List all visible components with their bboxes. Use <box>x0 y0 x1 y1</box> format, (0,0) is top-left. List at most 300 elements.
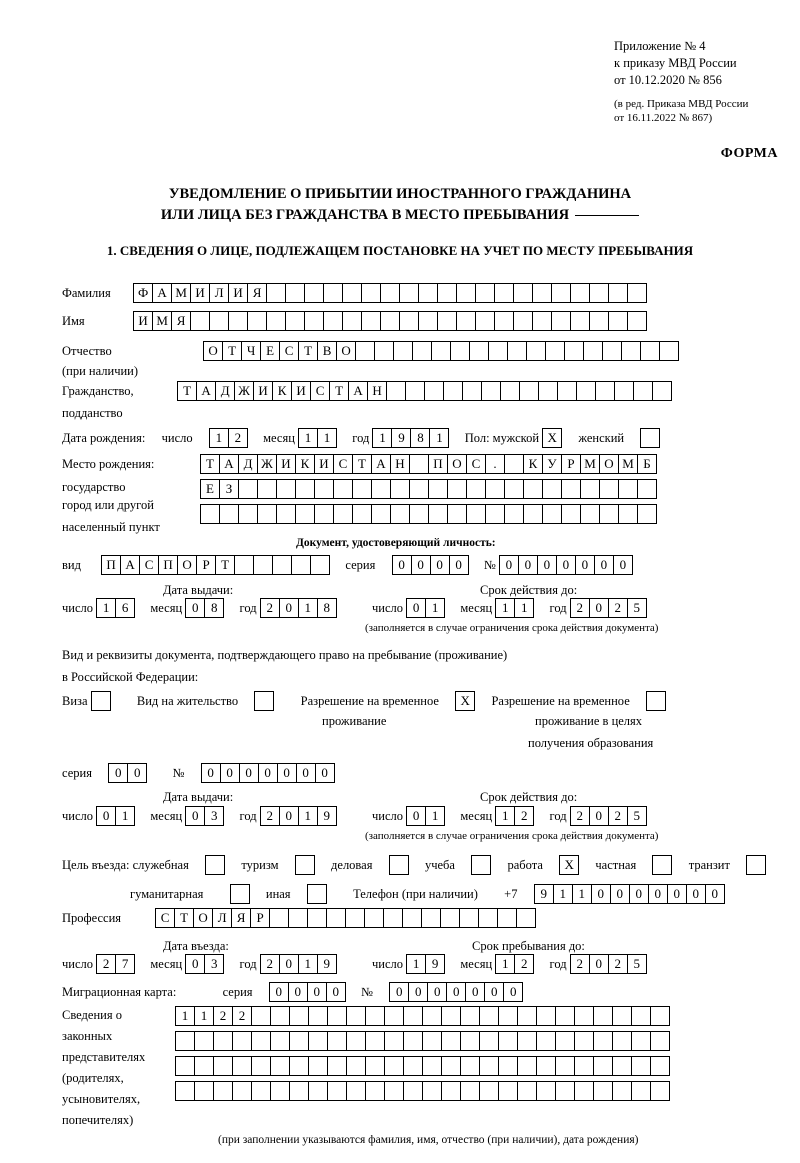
legal-2-cell[interactable] <box>498 1031 518 1051</box>
surname-cell[interactable] <box>494 283 514 303</box>
birthplace-3-cell[interactable] <box>618 504 638 524</box>
birthplace-3-cell[interactable] <box>580 504 600 524</box>
legal-1-cell[interactable] <box>422 1006 442 1026</box>
permit-number-input[interactable] <box>201 763 334 783</box>
citizenship-cell[interactable]: Д <box>215 381 235 401</box>
issue-year-cell[interactable]: 1 <box>298 598 318 618</box>
legal-3-cell[interactable] <box>631 1056 651 1076</box>
name-cell[interactable]: Я <box>171 311 191 331</box>
birthplace-2-cell[interactable] <box>599 479 619 499</box>
birthplace-2-cell[interactable] <box>561 479 581 499</box>
permit-valid-year-cell[interactable]: 5 <box>627 806 647 826</box>
legal-1-cell[interactable]: 1 <box>175 1006 195 1026</box>
citizenship-cell[interactable] <box>481 381 501 401</box>
birthplace-row-3[interactable] <box>200 504 656 524</box>
birthplace-2-cell[interactable] <box>371 479 391 499</box>
permit-valid-day-cell[interactable]: 1 <box>425 806 445 826</box>
entry-month-cell[interactable]: 0 <box>185 954 205 974</box>
birthplace-2-cell[interactable] <box>485 479 505 499</box>
legal-4-cell[interactable] <box>631 1081 651 1101</box>
citizenship-cell[interactable]: А <box>348 381 368 401</box>
citizenship-cell[interactable]: К <box>272 381 292 401</box>
name-cell[interactable] <box>456 311 476 331</box>
patronymic-cell[interactable] <box>355 341 375 361</box>
migration-series-input[interactable] <box>269 982 345 1002</box>
phone-cell[interactable]: 0 <box>705 884 725 904</box>
profession-cell[interactable] <box>307 908 327 928</box>
birthplace-3-cell[interactable] <box>504 504 524 524</box>
surname-cell[interactable] <box>532 283 552 303</box>
permit-valid-year-cell[interactable]: 0 <box>589 806 609 826</box>
stay-month-input[interactable] <box>495 954 533 974</box>
entry-day-cell[interactable]: 7 <box>115 954 135 974</box>
legal-row-4[interactable] <box>175 1081 669 1101</box>
birthplace-1-cell[interactable]: С <box>333 454 353 474</box>
citizenship-cell[interactable] <box>386 381 406 401</box>
legal-3-cell[interactable] <box>612 1056 632 1076</box>
stay-month-cell[interactable]: 1 <box>495 954 515 974</box>
legal-row-3[interactable] <box>175 1056 669 1076</box>
legal-1-cell[interactable] <box>251 1006 271 1026</box>
birthplace-3-cell[interactable] <box>523 504 543 524</box>
surname-cell[interactable] <box>551 283 571 303</box>
legal-1-cell[interactable] <box>270 1006 290 1026</box>
legal-3-cell[interactable] <box>365 1056 385 1076</box>
legal-2-cell[interactable] <box>213 1031 233 1051</box>
birthplace-2-cell[interactable] <box>409 479 429 499</box>
birth-year-cell[interactable]: 1 <box>372 428 392 448</box>
legal-2-cell[interactable] <box>327 1031 347 1051</box>
patronymic-input[interactable] <box>203 341 678 361</box>
birth-month-cell[interactable]: 1 <box>298 428 318 448</box>
purpose-work-checkbox[interactable]: Х <box>559 855 579 875</box>
birthplace-1-cell[interactable]: И <box>314 454 334 474</box>
doc-kind-cell[interactable]: С <box>139 555 159 575</box>
legal-1-cell[interactable]: 2 <box>232 1006 252 1026</box>
legal-2-cell[interactable] <box>555 1031 575 1051</box>
migration-number-cell[interactable]: 0 <box>427 982 447 1002</box>
doc-kind-cell[interactable] <box>291 555 311 575</box>
name-cell[interactable] <box>513 311 533 331</box>
legal-input-2[interactable] <box>175 1031 669 1051</box>
birthplace-input-2[interactable] <box>200 479 656 499</box>
birthplace-1-cell[interactable]: Б <box>637 454 657 474</box>
legal-2-cell[interactable] <box>536 1031 556 1051</box>
name-input[interactable] <box>133 311 646 331</box>
birthplace-1-cell[interactable]: К <box>295 454 315 474</box>
birthplace-1-cell[interactable]: М <box>580 454 600 474</box>
patronymic-cell[interactable] <box>545 341 565 361</box>
birth-day-cell[interactable]: 2 <box>228 428 248 448</box>
patronymic-cell[interactable] <box>450 341 470 361</box>
birthplace-1-cell[interactable]: Т <box>352 454 372 474</box>
phone-cell[interactable]: 0 <box>667 884 687 904</box>
legal-4-cell[interactable] <box>574 1081 594 1101</box>
citizenship-cell[interactable] <box>633 381 653 401</box>
birthplace-1-cell[interactable]: У <box>542 454 562 474</box>
profession-cell[interactable] <box>288 908 308 928</box>
profession-cell[interactable] <box>326 908 346 928</box>
legal-1-cell[interactable] <box>536 1006 556 1026</box>
legal-3-cell[interactable] <box>270 1056 290 1076</box>
legal-2-cell[interactable] <box>270 1031 290 1051</box>
birth-year-input[interactable] <box>372 428 448 448</box>
permit-series-input[interactable] <box>108 763 146 783</box>
birthplace-3-cell[interactable] <box>276 504 296 524</box>
permit-valid-month-cell[interactable]: 2 <box>514 806 534 826</box>
birthplace-input-1[interactable] <box>200 454 656 474</box>
legal-row-1[interactable] <box>175 1006 669 1026</box>
birthplace-1-cell[interactable]: А <box>219 454 239 474</box>
patronymic-cell[interactable] <box>507 341 527 361</box>
birth-day-cell[interactable]: 1 <box>209 428 229 448</box>
surname-cell[interactable]: М <box>171 283 191 303</box>
birthplace-row-2[interactable] <box>200 479 656 499</box>
profession-cell[interactable]: Р <box>250 908 270 928</box>
birthplace-2-cell[interactable] <box>580 479 600 499</box>
permit-number-cell[interactable]: 0 <box>315 763 335 783</box>
surname-cell[interactable] <box>627 283 647 303</box>
legal-4-cell[interactable] <box>251 1081 271 1101</box>
profession-cell[interactable]: Я <box>231 908 251 928</box>
legal-1-cell[interactable] <box>517 1006 537 1026</box>
phone-cell[interactable]: 9 <box>534 884 554 904</box>
citizenship-cell[interactable]: И <box>253 381 273 401</box>
patronymic-cell[interactable] <box>564 341 584 361</box>
doc-number-cell[interactable]: 0 <box>613 555 633 575</box>
name-cell[interactable] <box>323 311 343 331</box>
surname-cell[interactable]: Л <box>209 283 229 303</box>
legal-2-cell[interactable] <box>346 1031 366 1051</box>
legal-3-cell[interactable] <box>251 1056 271 1076</box>
issue-year-input[interactable] <box>260 598 336 618</box>
legal-1-cell[interactable] <box>403 1006 423 1026</box>
surname-cell[interactable] <box>285 283 305 303</box>
legal-4-cell[interactable] <box>365 1081 385 1101</box>
legal-4-cell[interactable] <box>403 1081 423 1101</box>
legal-2-cell[interactable] <box>232 1031 252 1051</box>
patronymic-cell[interactable]: Т <box>298 341 318 361</box>
patronymic-cell[interactable]: В <box>317 341 337 361</box>
legal-3-cell[interactable] <box>555 1056 575 1076</box>
permit-issue-year-cell[interactable]: 9 <box>317 806 337 826</box>
entry-year-cell[interactable]: 2 <box>260 954 280 974</box>
birthplace-2-cell[interactable] <box>466 479 486 499</box>
legal-3-cell[interactable] <box>194 1056 214 1076</box>
permit-number-cell[interactable]: 0 <box>201 763 221 783</box>
stay-month-cell[interactable]: 2 <box>514 954 534 974</box>
birthplace-1-cell[interactable]: Р <box>561 454 581 474</box>
birthplace-1-cell[interactable]: Ж <box>257 454 277 474</box>
birth-day-input[interactable] <box>209 428 247 448</box>
legal-1-cell[interactable] <box>327 1006 347 1026</box>
valid-year-input[interactable] <box>570 598 646 618</box>
birthplace-3-cell[interactable] <box>447 504 467 524</box>
doc-kind-cell[interactable] <box>272 555 292 575</box>
patronymic-cell[interactable] <box>583 341 603 361</box>
name-cell[interactable] <box>494 311 514 331</box>
birthplace-1-cell[interactable]: О <box>599 454 619 474</box>
birthplace-3-cell[interactable] <box>466 504 486 524</box>
name-cell[interactable] <box>361 311 381 331</box>
permit-valid-month-cell[interactable]: 1 <box>495 806 515 826</box>
legal-4-cell[interactable] <box>194 1081 214 1101</box>
purpose-private-checkbox[interactable] <box>652 855 672 875</box>
legal-1-cell[interactable] <box>631 1006 651 1026</box>
purpose-service-checkbox[interactable] <box>205 855 225 875</box>
name-cell[interactable] <box>437 311 457 331</box>
permit-number-cell[interactable]: 0 <box>220 763 240 783</box>
profession-cell[interactable]: Т <box>174 908 194 928</box>
legal-3-cell[interactable] <box>536 1056 556 1076</box>
valid-year-cell[interactable]: 5 <box>627 598 647 618</box>
doc-kind-cell[interactable]: П <box>158 555 178 575</box>
legal-2-cell[interactable] <box>460 1031 480 1051</box>
legal-3-cell[interactable] <box>308 1056 328 1076</box>
birthplace-3-cell[interactable] <box>409 504 429 524</box>
surname-cell[interactable] <box>304 283 324 303</box>
patronymic-cell[interactable]: О <box>336 341 356 361</box>
purpose-humanitarian-checkbox[interactable] <box>230 884 250 904</box>
legal-2-cell[interactable] <box>479 1031 499 1051</box>
birthplace-2-cell[interactable] <box>352 479 372 499</box>
birthplace-2-cell[interactable] <box>618 479 638 499</box>
doc-series-cell[interactable]: 0 <box>392 555 412 575</box>
doc-kind-cell[interactable] <box>253 555 273 575</box>
birthplace-1-cell[interactable]: А <box>371 454 391 474</box>
birthplace-3-cell[interactable] <box>637 504 657 524</box>
doc-kind-cell[interactable] <box>310 555 330 575</box>
legal-2-cell[interactable] <box>650 1031 670 1051</box>
name-cell[interactable] <box>190 311 210 331</box>
birthplace-3-cell[interactable] <box>333 504 353 524</box>
legal-1-cell[interactable] <box>441 1006 461 1026</box>
permit-valid-day-cell[interactable]: 0 <box>406 806 426 826</box>
surname-cell[interactable]: И <box>190 283 210 303</box>
permit-number-cell[interactable]: 0 <box>296 763 316 783</box>
issue-year-cell[interactable]: 2 <box>260 598 280 618</box>
phone-cell[interactable]: 0 <box>686 884 706 904</box>
permit-issue-month-cell[interactable]: 0 <box>185 806 205 826</box>
profession-cell[interactable]: Л <box>212 908 232 928</box>
phone-cell[interactable]: 0 <box>610 884 630 904</box>
citizenship-cell[interactable] <box>538 381 558 401</box>
birthplace-2-cell[interactable] <box>447 479 467 499</box>
permit-valid-month-input[interactable] <box>495 806 533 826</box>
surname-cell[interactable] <box>399 283 419 303</box>
birthplace-2-cell[interactable] <box>637 479 657 499</box>
permit-issue-month-cell[interactable]: 3 <box>204 806 224 826</box>
profession-cell[interactable] <box>421 908 441 928</box>
birthplace-3-cell[interactable] <box>295 504 315 524</box>
surname-cell[interactable] <box>361 283 381 303</box>
name-cell[interactable] <box>608 311 628 331</box>
doc-number-cell[interactable]: 0 <box>575 555 595 575</box>
legal-4-cell[interactable] <box>175 1081 195 1101</box>
surname-cell[interactable] <box>475 283 495 303</box>
legal-3-cell[interactable] <box>441 1056 461 1076</box>
profession-cell[interactable] <box>269 908 289 928</box>
legal-2-cell[interactable] <box>574 1031 594 1051</box>
birthplace-3-cell[interactable] <box>219 504 239 524</box>
issue-day-cell[interactable]: 1 <box>96 598 116 618</box>
valid-day-input[interactable] <box>406 598 444 618</box>
legal-4-cell[interactable] <box>536 1081 556 1101</box>
surname-cell[interactable] <box>589 283 609 303</box>
profession-input[interactable] <box>155 908 535 928</box>
migration-number-cell[interactable]: 0 <box>503 982 523 1002</box>
citizenship-cell[interactable]: С <box>310 381 330 401</box>
patronymic-cell[interactable] <box>621 341 641 361</box>
legal-input-1[interactable] <box>175 1006 669 1026</box>
birthplace-2-cell[interactable] <box>295 479 315 499</box>
name-cell[interactable] <box>247 311 267 331</box>
birthplace-1-cell[interactable]: Н <box>390 454 410 474</box>
sex-male-checkbox[interactable]: Х <box>542 428 562 448</box>
birthplace-2-cell[interactable] <box>542 479 562 499</box>
doc-kind-cell[interactable] <box>234 555 254 575</box>
legal-4-cell[interactable] <box>612 1081 632 1101</box>
birthplace-3-cell[interactable] <box>238 504 258 524</box>
issue-day-cell[interactable]: 6 <box>115 598 135 618</box>
doc-kind-cell[interactable]: П <box>101 555 121 575</box>
identity-doc-kind-input[interactable] <box>101 555 329 575</box>
doc-series-cell[interactable]: 0 <box>449 555 469 575</box>
legal-2-cell[interactable] <box>251 1031 271 1051</box>
patronymic-cell[interactable]: Ч <box>241 341 261 361</box>
legal-3-cell[interactable] <box>213 1056 233 1076</box>
surname-cell[interactable] <box>380 283 400 303</box>
citizenship-cell[interactable]: Ж <box>234 381 254 401</box>
birthplace-1-cell[interactable]: . <box>485 454 505 474</box>
entry-year-input[interactable] <box>260 954 336 974</box>
legal-4-cell[interactable] <box>289 1081 309 1101</box>
stay-day-cell[interactable]: 1 <box>406 954 426 974</box>
identity-doc-series-input[interactable] <box>392 555 468 575</box>
legal-1-cell[interactable] <box>498 1006 518 1026</box>
doc-number-cell[interactable]: 0 <box>537 555 557 575</box>
legal-4-cell[interactable] <box>232 1081 252 1101</box>
legal-input-3[interactable] <box>175 1056 669 1076</box>
valid-month-cell[interactable]: 1 <box>514 598 534 618</box>
surname-cell[interactable] <box>513 283 533 303</box>
legal-2-cell[interactable] <box>517 1031 537 1051</box>
phone-cell[interactable]: 0 <box>591 884 611 904</box>
phone-cell[interactable]: 0 <box>648 884 668 904</box>
stay-day-input[interactable] <box>406 954 444 974</box>
birthplace-1-cell[interactable]: И <box>276 454 296 474</box>
legal-3-cell[interactable] <box>403 1056 423 1076</box>
legal-1-cell[interactable]: 2 <box>213 1006 233 1026</box>
permit-issue-day-cell[interactable]: 0 <box>96 806 116 826</box>
birthplace-3-cell[interactable] <box>561 504 581 524</box>
legal-3-cell[interactable] <box>498 1056 518 1076</box>
legal-1-cell[interactable] <box>650 1006 670 1026</box>
valid-year-cell[interactable]: 2 <box>570 598 590 618</box>
profession-cell[interactable] <box>440 908 460 928</box>
doc-number-cell[interactable]: 0 <box>518 555 538 575</box>
migration-number-cell[interactable]: 0 <box>465 982 485 1002</box>
permit-series-cell[interactable]: 0 <box>127 763 147 783</box>
birth-year-cell[interactable]: 8 <box>410 428 430 448</box>
sex-female-checkbox[interactable] <box>640 428 660 448</box>
legal-4-cell[interactable] <box>270 1081 290 1101</box>
citizenship-cell[interactable] <box>405 381 425 401</box>
birthplace-3-cell[interactable] <box>200 504 220 524</box>
issue-month-cell[interactable]: 0 <box>185 598 205 618</box>
legal-2-cell[interactable] <box>308 1031 328 1051</box>
migration-number-input[interactable] <box>389 982 522 1002</box>
legal-2-cell[interactable] <box>403 1031 423 1051</box>
legal-4-cell[interactable] <box>327 1081 347 1101</box>
birthplace-1-cell[interactable] <box>504 454 524 474</box>
legal-2-cell[interactable] <box>194 1031 214 1051</box>
stay-day-cell[interactable]: 9 <box>425 954 445 974</box>
profession-cell[interactable] <box>497 908 517 928</box>
legal-3-cell[interactable] <box>232 1056 252 1076</box>
surname-cell[interactable] <box>608 283 628 303</box>
patronymic-cell[interactable] <box>526 341 546 361</box>
doc-number-cell[interactable]: 0 <box>499 555 519 575</box>
patronymic-cell[interactable] <box>659 341 679 361</box>
legal-1-cell[interactable] <box>289 1006 309 1026</box>
name-cell[interactable] <box>342 311 362 331</box>
surname-cell[interactable] <box>437 283 457 303</box>
phone-cell[interactable]: 1 <box>572 884 592 904</box>
patronymic-cell[interactable] <box>640 341 660 361</box>
patronymic-cell[interactable]: Е <box>260 341 280 361</box>
surname-cell[interactable]: Ф <box>133 283 153 303</box>
birthplace-row-1[interactable] <box>200 454 656 474</box>
name-cell[interactable] <box>399 311 419 331</box>
legal-4-cell[interactable] <box>213 1081 233 1101</box>
birthplace-1-cell[interactable]: С <box>466 454 486 474</box>
entry-day-input[interactable] <box>96 954 134 974</box>
stay-year-cell[interactable]: 2 <box>608 954 628 974</box>
legal-2-cell[interactable] <box>441 1031 461 1051</box>
legal-4-cell[interactable] <box>498 1081 518 1101</box>
legal-4-cell[interactable] <box>460 1081 480 1101</box>
legal-3-cell[interactable] <box>346 1056 366 1076</box>
surname-cell[interactable]: И <box>228 283 248 303</box>
citizenship-cell[interactable] <box>443 381 463 401</box>
legal-1-cell[interactable] <box>574 1006 594 1026</box>
legal-input-4[interactable] <box>175 1081 669 1101</box>
permit-number-cell[interactable]: 0 <box>239 763 259 783</box>
profession-cell[interactable]: С <box>155 908 175 928</box>
legal-3-cell[interactable] <box>175 1056 195 1076</box>
citizenship-cell[interactable]: А <box>196 381 216 401</box>
citizenship-cell[interactable] <box>652 381 672 401</box>
birth-year-cell[interactable]: 1 <box>429 428 449 448</box>
entry-year-cell[interactable]: 1 <box>298 954 318 974</box>
phone-input[interactable] <box>534 884 724 904</box>
permit-issue-year-cell[interactable]: 1 <box>298 806 318 826</box>
legal-4-cell[interactable] <box>346 1081 366 1101</box>
migration-series-cell[interactable]: 0 <box>269 982 289 1002</box>
legal-3-cell[interactable] <box>479 1056 499 1076</box>
entry-month-input[interactable] <box>185 954 223 974</box>
citizenship-cell[interactable]: Т <box>329 381 349 401</box>
permit-number-cell[interactable]: 0 <box>277 763 297 783</box>
issue-year-cell[interactable]: 8 <box>317 598 337 618</box>
legal-1-cell[interactable] <box>346 1006 366 1026</box>
permit-issue-day-input[interactable] <box>96 806 134 826</box>
legal-3-cell[interactable] <box>327 1056 347 1076</box>
patronymic-cell[interactable]: Т <box>222 341 242 361</box>
birthplace-3-cell[interactable] <box>542 504 562 524</box>
name-cell[interactable] <box>285 311 305 331</box>
